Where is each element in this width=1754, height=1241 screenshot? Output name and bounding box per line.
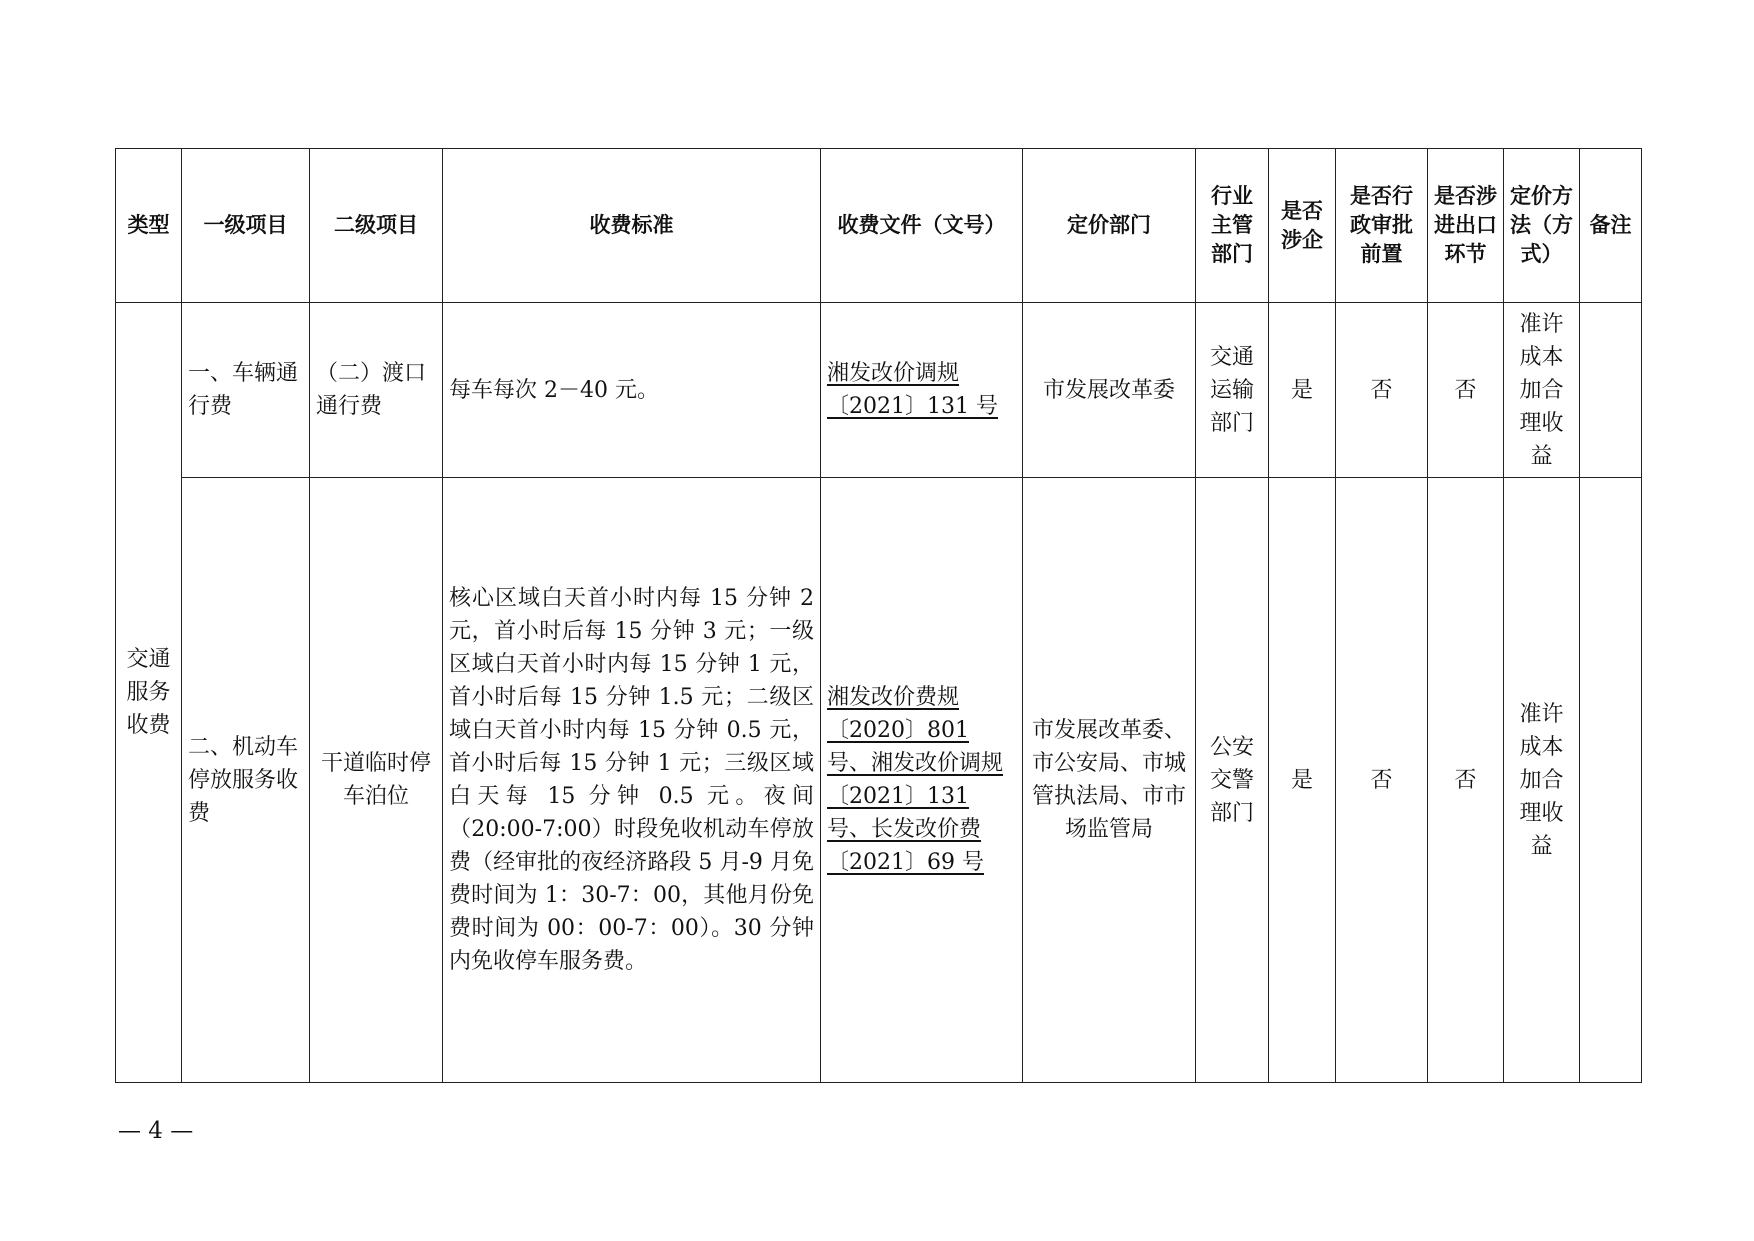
- level2-cell: 干道临时停车泊位: [310, 478, 443, 1083]
- document-link[interactable]: 湘发改价费规〔2020〕801 号、湘发改价调规〔2021〕131 号、长发改价费〔2021〕69 号: [827, 685, 1004, 875]
- level2-cell: （二）渡口通行费: [310, 303, 443, 478]
- import-export-cell: 否: [1428, 303, 1504, 478]
- remarks-cell: [1580, 478, 1642, 1083]
- fee-table: [115, 148, 1642, 1083]
- pricing-method-cell: 准许成本加合理收益: [1504, 478, 1580, 1083]
- header-industry-dept: 行业主管部门: [1196, 149, 1269, 303]
- admin-approval-cell: 否: [1336, 303, 1428, 478]
- involves-enterprise-cell: 是: [1269, 478, 1336, 1083]
- header-document: 收费文件（文号）: [821, 149, 1023, 303]
- category-cell: 交通服务收费: [116, 303, 182, 1083]
- header-pricing-method: 定价方法（方式）: [1504, 149, 1580, 303]
- header-admin-approval: 是否行政审批前置: [1336, 149, 1428, 303]
- industry-dept-cell: 公安交警部门: [1196, 478, 1269, 1083]
- table-header-row: [116, 149, 1642, 303]
- header-type: 类型: [116, 149, 182, 303]
- table-row: [116, 478, 1642, 1083]
- pricing-method-cell: 准许成本加合理收益: [1504, 303, 1580, 478]
- header-level1: 一级项目: [182, 149, 310, 303]
- page-number: — 4 —: [118, 1118, 194, 1144]
- header-pricing-dept: 定价部门: [1023, 149, 1196, 303]
- document-cell: [821, 478, 1023, 1083]
- level1-cell: 一、车辆通行费: [182, 303, 310, 478]
- standard-cell: 每车每次 2－40 元。: [443, 303, 821, 478]
- table-row: [116, 303, 1642, 478]
- remarks-cell: [1580, 303, 1642, 478]
- header-standard: 收费标准: [443, 149, 821, 303]
- document-cell: [821, 303, 1023, 478]
- admin-approval-cell: 否: [1336, 478, 1428, 1083]
- header-remarks: 备注: [1580, 149, 1642, 303]
- pricing-dept-cell: 市发展改革委: [1023, 303, 1196, 478]
- document-link[interactable]: 湘发改价调规〔2021〕131 号: [827, 361, 998, 419]
- standard-cell: 核心区域白天首小时内每 15 分钟 2 元，首小时后每 15 分钟 3 元；一级区域白天首小时内每 15 分钟 1 元，首小时后每 15 分钟 1.5 元；二级区域白天首小时内每 15 分钟 0.5 元，首小时后每 15 分钟 1 元；三级区域白天每 15 分钟 0.5 元。夜间（20:00-7:00）时段免收机动车停放费（经审批的夜经济路段 5 月-9 月免费时间为 1：30-7：00，其他月份免费时间为 00：00-7：00）。30 分钟内免收停车服务费。: [443, 478, 821, 1083]
- header-involves-enterprise: 是否涉企: [1269, 149, 1336, 303]
- involves-enterprise-cell: 是: [1269, 303, 1336, 478]
- level1-cell: 二、机动车停放服务收费: [182, 478, 310, 1083]
- import-export-cell: 否: [1428, 478, 1504, 1083]
- header-level2: 二级项目: [310, 149, 443, 303]
- industry-dept-cell: 交通运输部门: [1196, 303, 1269, 478]
- pricing-dept-cell: 市发展改革委、市公安局、市城管执法局、市市场监管局: [1023, 478, 1196, 1083]
- header-import-export: 是否涉进出口环节: [1428, 149, 1504, 303]
